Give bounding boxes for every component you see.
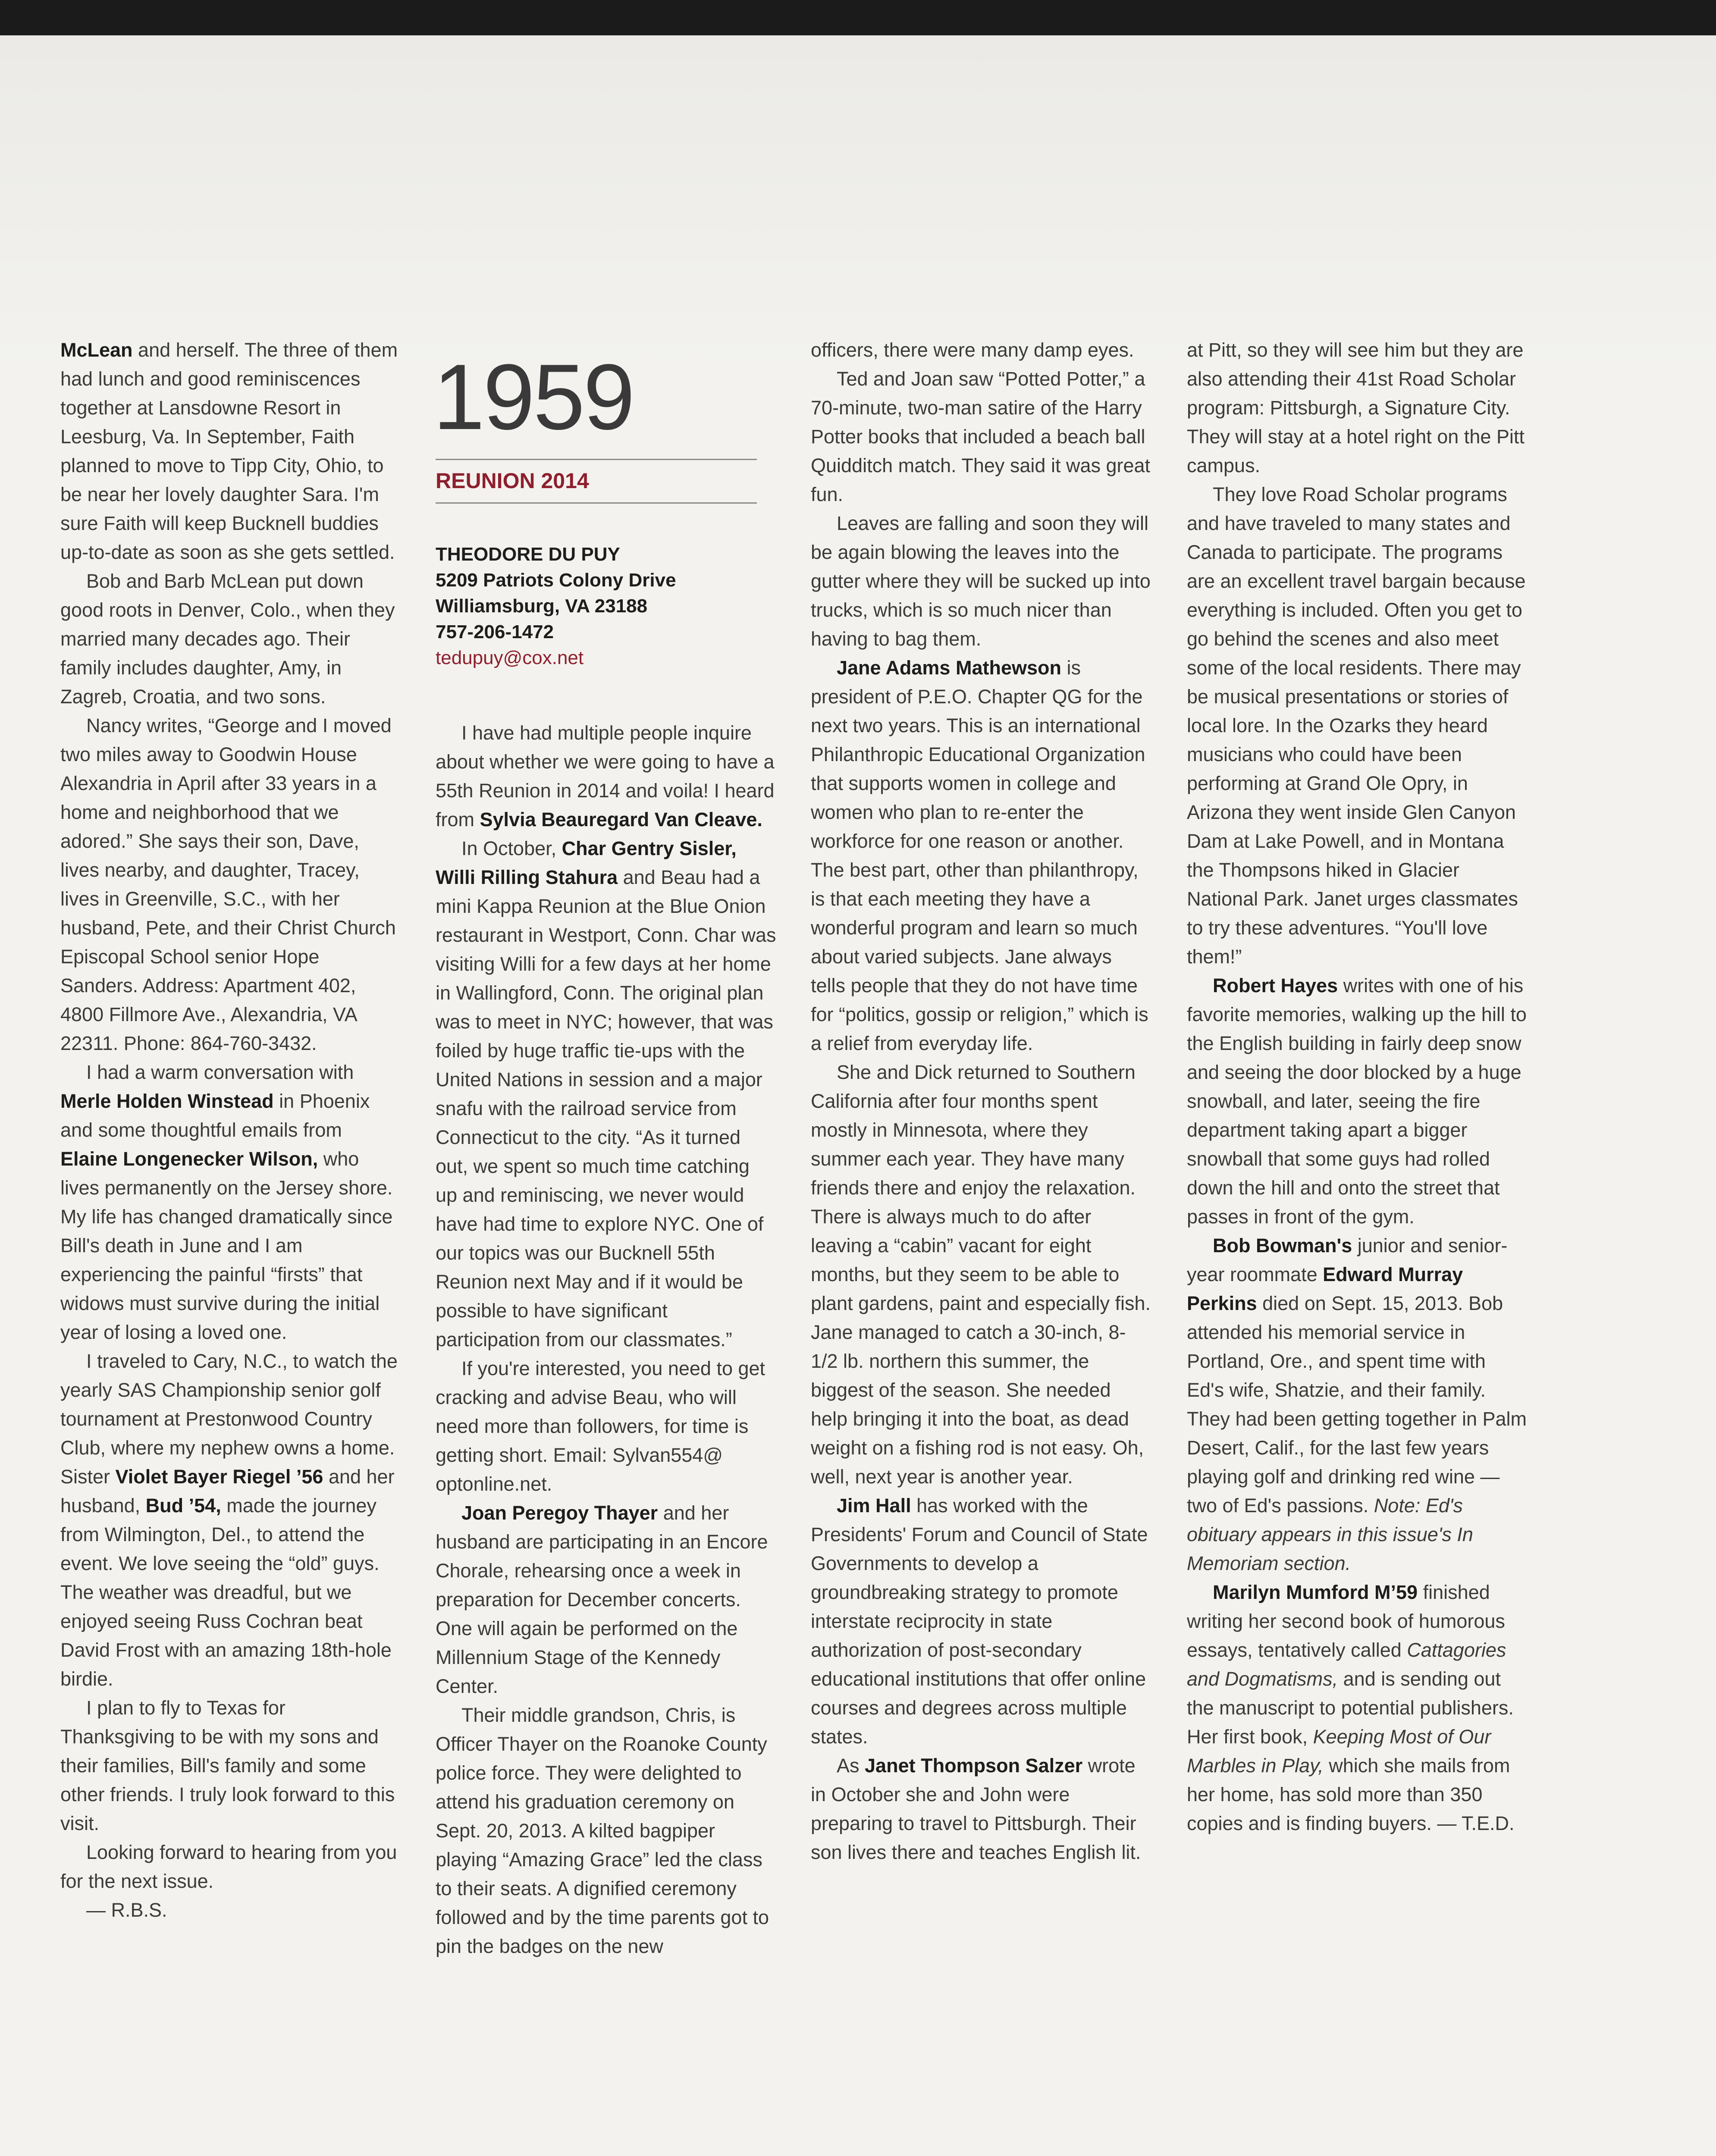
paragraph <box>811 1751 1151 1867</box>
reunion-subheading: REUNION 2014 <box>436 469 589 493</box>
text-run: and is sending out the manuscript to potential publishers. Her first book, <box>1187 1668 1514 1748</box>
paragraph <box>1187 971 1528 1231</box>
text-run: I plan to fly to Texas for Thanksgiving to be with my sons and their families, Bill's family and some other friends. I truly look forward to this visit. <box>60 1697 395 1834</box>
classmate-name: Jane Adams Mathewson <box>837 657 1061 679</box>
column-3 <box>811 335 1151 1867</box>
paragraph <box>811 1058 1151 1491</box>
paragraph <box>436 1354 776 1498</box>
text-run: junior and senior-year roommate <box>1187 1235 1508 1285</box>
text-run: I traveled to Cary, N.C., to watch the yearly SAS Championship senior golf tournament at Prestonwood Country Club, where my nephew owns a home. Sister <box>60 1350 398 1488</box>
text-run: officers, there were many damp eyes. <box>811 339 1134 361</box>
text-run: who lives permanently on the Jersey shore. My life has changed dramatically since Bill's death in June and I am experiencing the painful “firsts” that widows must survive during the initial year of losing a loved one. <box>60 1148 393 1343</box>
class-reporter-contact <box>436 542 776 671</box>
text-run: Their middle grandson, Chris, is Officer Thayer on the Roanoke County police force. They were delighted to attend his graduation ceremony on Sept. 20, 2013. A kilted bagpiper playing “Amazing Grace” led the class to their seats. A dignified ceremony followed and by the time parents got to pin the badges on the new <box>436 1704 769 1957</box>
text-run: Nancy writes, “George and I moved two miles away to Goodwin House Alexandria in April after 33 years in a home and neighborhood that we adored.” She says their son, Dave, lives nearby, and daughter, Tracey, lives in Greenville, S.C., with her husband, Pete, and their Christ Church Episcopal School senior Hope Sanders. Address: Apartment 402, 4800 Fillmore Ave., Alexandria, VA 22311. Phone: 864-760-3432. <box>60 714 396 1054</box>
paragraph <box>811 509 1151 653</box>
classmate-name: Merle Holden Winstead <box>60 1090 274 1112</box>
text-run: Looking forward to hearing from you for the next issue. <box>60 1841 397 1892</box>
paragraph <box>436 1701 776 1961</box>
text-run: in Phoenix and some thoughtful emails from <box>60 1090 370 1141</box>
paragraph <box>60 567 401 711</box>
text-run: Bob and Barb McLean put down good roots in Denver, Colo., when they married many decades ago. Their family includes daughter, Amy, in Zagreb, Croatia, and two sons. <box>60 570 395 708</box>
spacer <box>436 671 776 718</box>
paragraph <box>60 1347 401 1693</box>
column-2-body <box>436 718 776 1961</box>
classmate-name: Jim Hall <box>837 1495 911 1517</box>
text-run: If you're interested, you need to get cracking and advise Beau, who will need more than followers, for time is getting short. Email: Sylvan554@ optonline.net. <box>436 1357 765 1495</box>
text-run: which she mails from her home, has sold more than 350 copies and is finding buyers. — T.E.D. <box>1187 1755 1515 1834</box>
heading-rule-bottom <box>436 502 757 504</box>
column-4 <box>1187 335 1528 1838</box>
classmate-name: Sylvia Beauregard Van Cleave. <box>480 808 762 830</box>
reporter-phone: 757-206-1472 <box>436 621 554 642</box>
faded-header-band <box>0 35 1716 372</box>
paragraph <box>60 711 401 1058</box>
text-run: She and Dick returned to Southern California after four months spent mostly in Minnesota, where they summer each year. They have many friends there and enjoy the relaxation. There is always much to do after leaving a “cabin” vacant for eight months, but they seem to be able to plant gardens, paint and especially fish. Jane managed to catch a 30-inch, 8-1/2 lb. northern this summer, the biggest of the season. She needed help bringing it into the boat, as dead weight on a fishing rod is not easy. Oh, well, next year is another year. <box>811 1061 1151 1488</box>
paragraph <box>60 1058 401 1347</box>
paragraph <box>60 1838 401 1896</box>
reporter-street: 5209 Patriots Colony Drive <box>436 570 676 591</box>
class-year-heading: 1959 <box>433 345 634 449</box>
reporter-email: tedupuy@cox.net <box>436 647 584 668</box>
classmate-name: Violet Bayer Riegel ’56 <box>115 1466 323 1488</box>
paragraph <box>436 834 776 1354</box>
text-run: Ted and Joan saw “Potted Potter,” a 70-minute, two-man satire of the Harry Potter books that included a beach ball Quidditch match. They said it was great fun. <box>811 368 1151 505</box>
text-run: is president of P.E.O. Chapter QG for the next two years. This is an international Philanthropic Educational Organization that supports women in college and women who plan to re-enter the workforce for one reason or another. The best part, other than philanthropy, is that each meeting they have a wonderful program and learn so much about varied subjects. Jane always tells people that they do not have time for “politics, gossip or religion,” which is a relief from everyday life. <box>811 657 1148 1054</box>
text-run: made the journey from Wilmington, Del., to attend the event. We love seeing the “old” guys. The weather was dreadful, but we enjoyed seeing Russ Cochran beat David Frost with an amazing 18th-hole birdie. <box>60 1495 392 1690</box>
text-run: As <box>837 1755 865 1777</box>
classmate-name: Janet Thompson Salzer <box>865 1755 1083 1777</box>
text-run: wrote in October she and John were preparing to travel to Pittsburgh. Their son lives there and teaches English lit. <box>811 1755 1141 1863</box>
text-run: They love Road Scholar programs and have traveled to many states and Canada to participate. The programs are an excellent travel bargain because everything is included. Often you get to go behind the scenes and also meet some of the local residents. There may be musical presentations or stories of local lore. In the Ozarks they heard musicians who could have been performing at Grand Ole Opry, in Arizona they went inside Glen Canyon Dam at Lake Powell, and in Montana the Thompsons hiked in Glacier National Park. Janet urges classmates to try these adventures. “You'll love them!” <box>1187 483 1526 968</box>
column-2 <box>433 345 776 1961</box>
text-run: has worked with the Presidents' Forum and Council of State Governments to develop a groundbreaking strategy to promote interstate reciprocity in state authorization of post-secondary educational institutions that offer online courses and degrees across multiple states. <box>811 1495 1148 1748</box>
classmate-name: Marilyn Mumford M’59 <box>1213 1581 1418 1603</box>
paragraph <box>1187 1231 1528 1578</box>
paragraph <box>811 364 1151 509</box>
paragraph <box>811 335 1151 364</box>
classmate-name: Bob Bowman's <box>1213 1235 1352 1257</box>
classmate-name: Edward Murray Perkins <box>1187 1263 1463 1314</box>
text-run: and her husband are participating in an Encore Chorale, rehearsing once a week in preparation for December concerts. One will again be performed on the Millennium Stage of the Kennedy Center. <box>436 1502 768 1697</box>
text-run: I had a warm conversation with <box>86 1061 354 1083</box>
text-run: Leaves are falling and soon they will be again blowing the leaves into the gutter where they will be sucked up into trucks, which is so much nicer than having to bag them. <box>811 512 1151 650</box>
classmate-name: Elaine Longenecker Wilson, <box>60 1148 318 1170</box>
paragraph <box>436 1498 776 1701</box>
italic-text: Note: Ed's obituary appears in this issue's In Memoriam section. <box>1187 1495 1473 1574</box>
text-run: finished writing her second book of humorous essays, tentatively called <box>1187 1581 1505 1661</box>
text-run: at Pitt, so they will see him but they are also attending their 41st Road Scholar program: Pittsburgh, a Signature City. They will stay at a hotel right on the Pitt campus. <box>1187 339 1525 476</box>
reporter-city: Williamsburg, VA 23188 <box>436 595 648 617</box>
text-run: In October, <box>461 837 562 859</box>
paragraph <box>1187 1578 1528 1838</box>
text-run: died on Sept. 15, 2013. Bob attended his memorial service in Portland, Ore., and spent time with Ed's wife, Shatzie, and their family. They had been getting together in Palm Desert, Calif., for the last few years playing golf and drinking red wine — two of Ed's passions. <box>1187 1292 1527 1517</box>
paragraph <box>60 1693 401 1838</box>
text-run: — R.B.S. <box>86 1899 167 1921</box>
paragraph <box>60 1896 401 1924</box>
reporter-name: THEODORE DU PUY <box>436 544 620 565</box>
column-1 <box>60 335 401 1924</box>
text-run: and Beau had a mini Kappa Reunion at the Blue Onion restaurant in Westport, Conn. Char was visiting Willi for a few days at her home in Wallingford, Conn. The original plan was to meet in NYC; however, that was foiled by huge traffic tie-ups with the United Nations in session and a major snafu with the railroad service from Connecticut to the city. “As it turned out, we spent so much time catching up and reminiscing, we never would have had time to explore NYC. One of our topics was our Bucknell 55th Reunion next May and if it would be possible to have significant participation from our classmates.” <box>436 866 776 1351</box>
paragraph <box>1187 480 1528 971</box>
paragraph <box>1187 335 1528 480</box>
text-run: writes with one of his favorite memories, walking up the hill to the English building in fairly deep snow and seeing the door blocked by a huge snowball, and later, seeing the fire department taking apart a bigger snowball that some guys had rolled down the hill and onto the street that passes in front of the gym. <box>1187 975 1527 1228</box>
classmate-name: Char Gentry Sisler, Willi Rilling Stahura <box>436 837 737 888</box>
text-run: and herself. The three of them had lunch and good reminiscences together at Lansdowne Resort in Leesburg, Va. In September, Faith planned to move to Tipp City, Ohio, to be near her lovely daughter Sara. I'm sure Faith will keep Bucknell buddies up-to-date as soon as she gets settled. <box>60 339 398 563</box>
italic-text: Keeping Most of Our Marbles in Play, <box>1187 1726 1491 1777</box>
paragraph <box>60 335 401 567</box>
paragraph <box>811 1491 1151 1751</box>
text-run: and her husband, <box>60 1466 395 1517</box>
classmate-name: Robert Hayes <box>1213 975 1338 997</box>
italic-text: Cattagories and Dogmatisms, <box>1187 1639 1506 1690</box>
classmate-name: Joan Peregoy Thayer <box>461 1502 658 1524</box>
classmate-name: McLean <box>60 339 133 361</box>
text-run: I have had multiple people inquire about whether we were going to have a 55th Reunion in 2014 and voila! I heard from <box>436 722 775 830</box>
paragraph <box>436 718 776 834</box>
classmate-name: Bud ’54, <box>145 1495 221 1517</box>
paragraph <box>811 653 1151 1058</box>
